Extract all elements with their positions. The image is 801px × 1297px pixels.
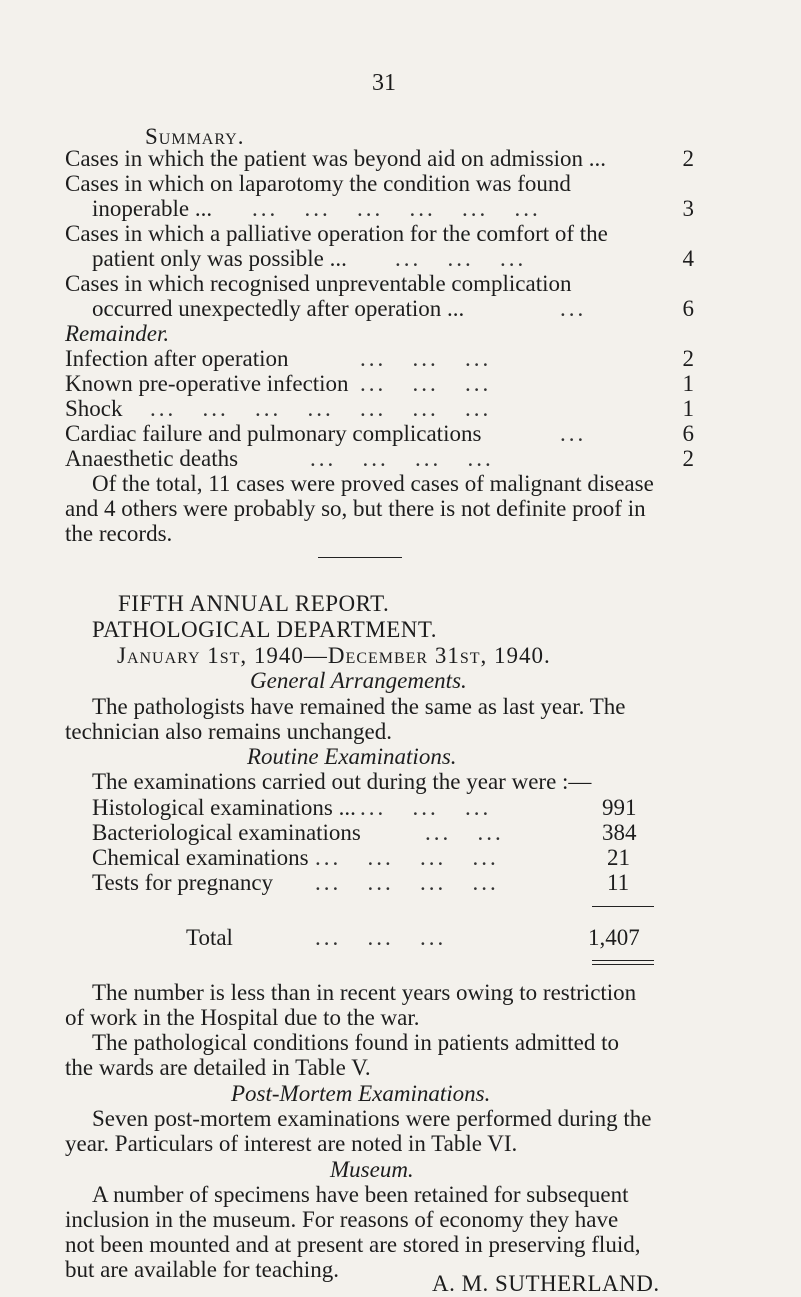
conditions-text: The pathological conditions found in patients admitted to	[92, 1030, 619, 1055]
summary-row-1-value: 2	[682, 146, 694, 171]
exam-row-value: 384	[602, 820, 637, 845]
leader-dots: ... ... ...	[360, 795, 492, 820]
leader-dots: ... ... ... ... ... ... ...	[150, 396, 492, 421]
summary-note: Of the total, 11 cases were proved cases of malignant disease	[92, 471, 654, 496]
signature: A. M. SUTHERLAND.	[432, 1271, 660, 1296]
museum-text: A number of specimens have been retained for subsequent	[92, 1182, 629, 1207]
exam-row-value: 21	[607, 845, 630, 870]
total-value: 1,407	[588, 925, 640, 950]
summary-row-2-text: Cases in which on laparotomy the condition was found	[65, 171, 571, 196]
museum-heading: Museum.	[330, 1157, 414, 1182]
department-title: PATHOLOGICAL DEPARTMENT.	[92, 617, 437, 642]
remainder-row-value: 6	[682, 421, 694, 446]
remainder-row-value: 2	[682, 446, 694, 471]
total-double-rule	[592, 964, 654, 965]
postmortem-text: year. Particulars of interest are noted in Table VI.	[65, 1131, 518, 1156]
leader-dots: ... ... ... ...	[310, 446, 494, 471]
leader-dots: ... ... ... ...	[315, 845, 499, 870]
routine-heading: Routine Examinations.	[247, 744, 457, 769]
summary-note: the records.	[65, 521, 173, 546]
remainder-row-label: Known pre-operative infection	[65, 371, 349, 396]
summary-note: and 4 others were probably so, but there is not definite proof in	[65, 496, 646, 521]
museum-text: inclusion in the museum. For reasons of economy they have	[65, 1207, 619, 1232]
conditions-text: the wards are detailed in Table V.	[65, 1055, 371, 1080]
postmortem-heading: Post-Mortem Examinations.	[231, 1081, 491, 1106]
remainder-row-label: Anaesthetic deaths	[65, 446, 239, 471]
remainder-row-value: 1	[682, 371, 694, 396]
remainder-row-label: Shock	[65, 396, 123, 421]
leader-dots: ... ... ...	[360, 371, 492, 396]
exam-row-value: 11	[607, 870, 630, 895]
summary-row-4-value: 6	[682, 296, 694, 321]
summary-row-2-value: 3	[682, 196, 694, 221]
report-title: FIFTH ANNUAL REPORT.	[118, 591, 390, 616]
museum-text: but are available for teaching.	[65, 1257, 339, 1282]
remainder-heading: Remainder.	[65, 321, 170, 346]
summary-row-2-cont: inoperable ...	[92, 196, 213, 221]
number-text: The number is less than in recent years owing to restriction	[92, 980, 637, 1005]
exam-row-value: 991	[602, 795, 637, 820]
exam-row-label: Histological examinations ...	[92, 795, 356, 820]
section-divider	[318, 557, 402, 558]
leader-dots: ... ... ...	[315, 925, 447, 950]
summary-row-4-text: Cases in which recognised unpreventable complication	[65, 271, 572, 296]
total-double-rule	[592, 960, 654, 961]
remainder-row-label: Cardiac failure and pulmonary complications	[65, 421, 482, 446]
routine-intro: The examinations carried out during the year were :—	[92, 769, 592, 794]
sum-rule	[592, 906, 654, 907]
remainder-row-value: 1	[682, 396, 694, 421]
number-text: of work in the Hospital due to the war.	[65, 1005, 420, 1030]
exam-row-label: Bacteriological examinations	[92, 820, 361, 845]
leader-dots: ... ... ... ... ... ...	[252, 196, 541, 221]
summary-heading: Summary.	[145, 124, 245, 149]
leader-dots: ...	[560, 296, 587, 321]
general-heading: General Arrangements.	[250, 668, 467, 693]
summary-row-3-value: 4	[682, 246, 694, 271]
leader-dots: ... ... ...	[360, 346, 492, 371]
summary-row-4-cont: occurred unexpectedly after operation ...	[92, 296, 465, 321]
exam-row-label: Chemical examinations	[92, 845, 309, 870]
leader-dots: ...	[560, 421, 587, 446]
postmortem-text: Seven post-mortem examinations were performed during the	[92, 1106, 652, 1131]
leader-dots: ... ...	[425, 820, 504, 845]
total-label: Total	[186, 925, 233, 950]
remainder-row-label: Infection after operation	[65, 346, 289, 371]
leader-dots: ... ... ...	[395, 246, 527, 271]
date-range: January 1st, 1940—December 31st, 1940.	[117, 643, 551, 668]
summary-row-1-text: Cases in which the patient was beyond aid on admission ...	[65, 146, 607, 171]
leader-dots: ... ... ... ...	[315, 870, 499, 895]
page-number: 31	[372, 70, 396, 96]
museum-text: not been mounted and at present are stored in preserving fluid,	[65, 1232, 641, 1257]
general-text: technician also remains unchanged.	[65, 719, 392, 744]
remainder-row-value: 2	[682, 346, 694, 371]
general-text: The pathologists have remained the same as last year. The	[92, 694, 626, 719]
summary-row-3-text: Cases in which a palliative operation for the comfort of the	[65, 221, 608, 246]
summary-row-3-cont: patient only was possible ...	[92, 246, 347, 271]
exam-row-label: Tests for pregnancy	[92, 870, 274, 895]
